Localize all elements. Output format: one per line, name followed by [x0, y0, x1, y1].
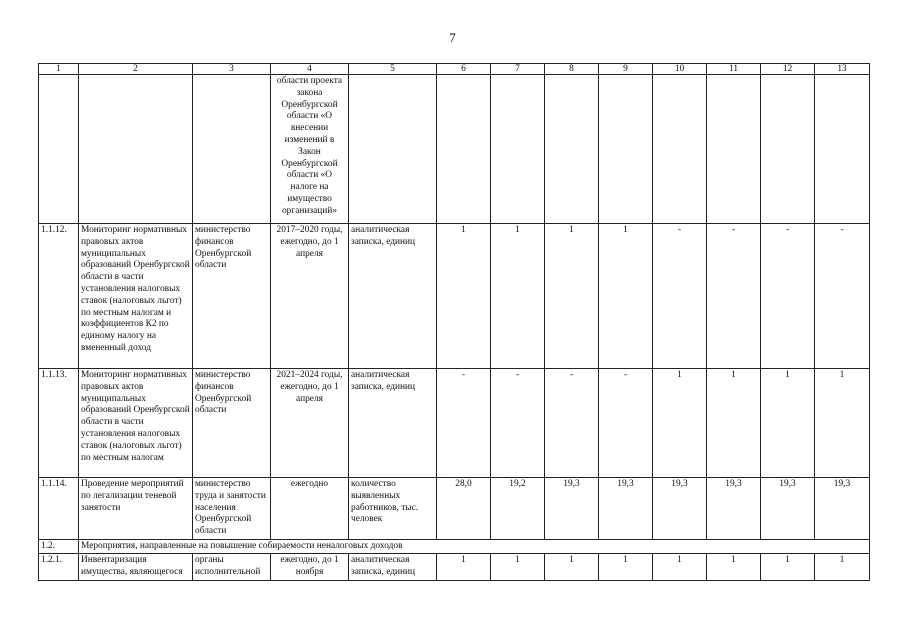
table-row — [39, 224, 870, 369]
header-cell: 13 — [815, 64, 870, 75]
table-row — [39, 553, 870, 580]
value-cell: - — [815, 224, 870, 369]
indicator: аналитическая записка, единиц — [349, 553, 437, 580]
executor: министерство финансов Оренбургской области — [193, 224, 271, 369]
indicator: аналитическая записка, единиц — [349, 369, 437, 478]
value-cell: 19,3 — [761, 478, 815, 540]
value-cell: 1 — [653, 369, 707, 478]
term: ежегодно, до 1 ноября — [271, 553, 349, 580]
value-cell: 19,3 — [815, 478, 870, 540]
header-cell: 12 — [761, 64, 815, 75]
value-cell: - — [491, 369, 545, 478]
measure-name: Проведение мероприятий по легализации теневой занятости — [79, 478, 193, 540]
indicator: количество выявленных работников, тыс. человек — [349, 478, 437, 540]
header-cell: 11 — [707, 64, 761, 75]
term: 2017–2020 годы, ежегодно, до 1 апреля — [271, 224, 349, 369]
header-cell: 6 — [437, 64, 491, 75]
term-cell: области проекта закона Оренбургской области «О внесении изменений в Закон Оренбургской области «О налоге на имущество организаций» — [271, 75, 349, 224]
header-cell: 1 — [39, 64, 79, 75]
executor: органы исполнительной — [193, 553, 271, 580]
value-cell: 1 — [491, 553, 545, 580]
indicator: аналитическая записка, единиц — [349, 224, 437, 369]
value-cell: 19,3 — [599, 478, 653, 540]
value-cell: - — [761, 224, 815, 369]
value-cell: 1 — [437, 553, 491, 580]
value-cell: 1 — [761, 369, 815, 478]
row-number: 1.1.12. — [39, 224, 79, 369]
measure-name: Мониторинг нормативных правовых актов муниципальных образований Оренбургской области в части установления налоговых ставок (налоговых льгот) по местным налогам — [79, 369, 193, 478]
term: 2021–2024 годы, ежегодно, до 1 апреля — [271, 369, 349, 478]
executor: министерство труда и занятости населения Оренбургской области — [193, 478, 271, 540]
value-cell: 1 — [491, 224, 545, 369]
row-number: 1.1.13. — [39, 369, 79, 478]
row-number: 1.1.14. — [39, 478, 79, 540]
header-cell: 9 — [599, 64, 653, 75]
header-cell: 2 — [79, 64, 193, 75]
value-cell: 1 — [815, 553, 870, 580]
measure-name: Мониторинг нормативных правовых актов муниципальных образований Оренбургской области в части установления налоговых ставок (налоговых льгот) по местным налогам и коэффициентов К2 по единому налогу на вмененный доход — [79, 224, 193, 369]
header-cell: 10 — [653, 64, 707, 75]
section-row — [39, 539, 870, 553]
value-cell: - — [653, 224, 707, 369]
measure-name: Инвентаризация имущества, являющегося — [79, 553, 193, 580]
value-cell: 1 — [653, 553, 707, 580]
value-cell: 1 — [599, 553, 653, 580]
value-cell: 1 — [707, 369, 761, 478]
value-cell: 1 — [815, 369, 870, 478]
header-cell: 3 — [193, 64, 271, 75]
section-number: 1.2. — [39, 539, 79, 553]
value-cell: 1 — [707, 553, 761, 580]
table-row — [39, 369, 870, 478]
table-row — [39, 75, 870, 224]
value-cell: - — [545, 369, 599, 478]
value-cell: 19,3 — [653, 478, 707, 540]
value-cell: 1 — [545, 224, 599, 369]
value-cell: 1 — [599, 224, 653, 369]
value-cell: 19,3 — [545, 478, 599, 540]
header-cell: 8 — [545, 64, 599, 75]
term: ежегодно — [271, 478, 349, 540]
column-number-row — [39, 64, 870, 75]
measures-table — [38, 63, 870, 581]
header-cell: 7 — [491, 64, 545, 75]
value-cell: - — [599, 369, 653, 478]
section-title: Мероприятия, направленные на повышение собираемости неналоговых доходов — [79, 539, 870, 553]
value-cell: 1 — [761, 553, 815, 580]
header-cell: 4 — [271, 64, 349, 75]
header-cell: 5 — [349, 64, 437, 75]
page-number: 7 — [449, 30, 456, 45]
value-cell: 1 — [437, 224, 491, 369]
row-number: 1.2.1. — [39, 553, 79, 580]
value-cell: 28,0 — [437, 478, 491, 540]
table-row — [39, 478, 870, 540]
executor: министерство финансов Оренбургской области — [193, 369, 271, 478]
value-cell: - — [437, 369, 491, 478]
value-cell: 19,3 — [707, 478, 761, 540]
value-cell: - — [707, 224, 761, 369]
value-cell: 1 — [545, 553, 599, 580]
value-cell: 19,2 — [491, 478, 545, 540]
